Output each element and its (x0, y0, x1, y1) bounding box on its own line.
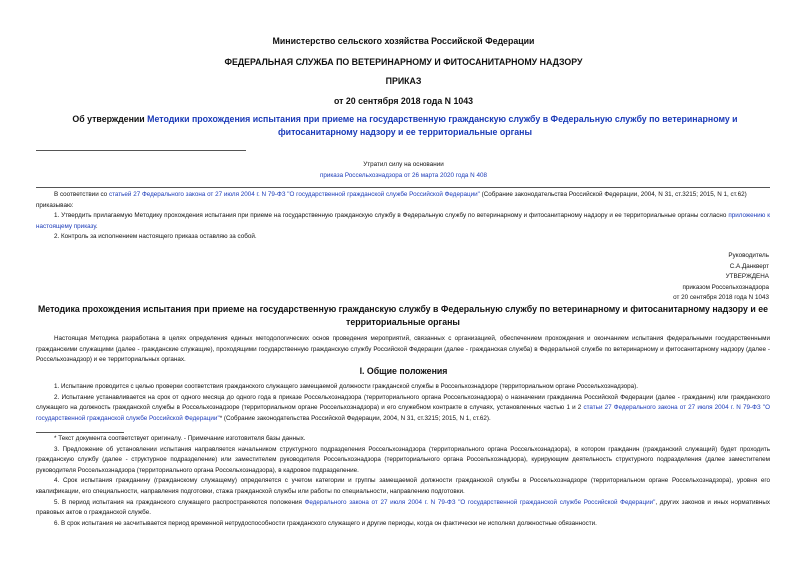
clause-2 (36, 393, 770, 425)
ministry-name: Министерство сельского хозяйства Российской Федерации (272, 36, 535, 46)
intro-paragraph: Настоящая Методика разработана в целях определения единых методологических основ проведения мероприятий, связанных с организацией, обеспечением прохождения и окончанием испытания федеральными государственными гражданскими служащими (далее - гражданские служащие), проходящими государственную гражданскую службу Российской Федерации (далее - гражданская служба) в Федеральной службе по ветеринарному и фитосанитарному надзору (далее - Россельхознадзор) и ее территориальных органах. (36, 335, 770, 364)
signature-block (673, 251, 769, 304)
signatory-position: Руководитель (728, 252, 769, 259)
order-word: приказываю: (36, 201, 74, 209)
order-item-1 (36, 211, 770, 232)
document-type: ПРИКАЗ (385, 76, 422, 86)
status-note-text: Утратил силу на основании (363, 161, 444, 168)
approval-date: от 20 сентября 2018 года N 1043 (673, 294, 769, 302)
clause-text: 2. Испытание устанавливается на срок от одного месяца до одного года в приказе Россельхознадзора (территориального органа Россельхознадзора) о назначении гражданина Российской Федерации (далее - гражданин) или гражданского служащего на должность гражданской службы в Россельхознадзоре (территориальном органе Россельхознадзора) и его служебном контракте в случаях, установленных частью 1 и 2 (36, 393, 770, 412)
approval-label: УТВЕРЖДЕНА (725, 273, 769, 281)
order-item-text: 1. Утвердить прилагаемую Методику прохождения испытания при приеме на государственную гражданскую службу в Федеральную службу по ветеринарному и фитосанитарному надзору и ее территориальные органы согласно (54, 212, 729, 220)
clause-6: 6. В срок испытания не засчитывается период временной нетрудоспособности гражданского служащего и другие периоды, когда он фактически не исполнял должностные обязанности. (54, 519, 597, 527)
preamble-text: (Собрание законодательства Российской Федерации, 2004, N 31, ст.3215; 2015, N 1, ст.62) (479, 191, 747, 198)
title-link[interactable]: Методики прохождения испытания при приеме на государственную гражданскую службу в Федеральную службу по ветеринарному и фитосанитарному надзору и ее территориальные органы (147, 114, 738, 137)
status-note (0, 160, 807, 181)
approval-by: приказом Россельхознадзора (682, 283, 769, 291)
section-heading: I. Общие положения (359, 366, 448, 376)
order-item-text: . (95, 222, 98, 230)
divider (36, 187, 770, 188)
clause-text: * (Собрание законодательства Российской Федерации, 2004, N 31, ст.3215; 2015, N 1, ст.62). (219, 414, 491, 422)
clause-1: 1. Испытание проводится с целью проверки соответствия гражданского служащего замещаемой должности гражданской службы в Россельхознадзоре (территориальном органе Россельхознадзора). (54, 383, 639, 390)
preamble-text: В соответствии со (54, 191, 109, 198)
title-prefix: Об утверждении (72, 114, 148, 124)
clause-3: 3. Предложение об установлении испытания направляется начальником структурного подразделения Россельхознадзора (территориального органа Россельхознадзора), в котором гражданин (гражданский служащий) будет проходить гражданскую службу (далее - структурное подразделение) или заместителем руководителя Россельхознадзора (территориального органа Россельхознадзора), курирующим деятельность структурного подразделения (далее заместителем руководителя Россельхознадзора (территориального органа Россельхознадзора), в кадровое подразделение. (36, 445, 770, 474)
law-article-link[interactable]: статьей 27 Федерального закона от 27 июля 2004 г. N 79-ФЗ "О государственной гражданской службе Российской Федерации" (108, 191, 480, 198)
methodology-title: Методика прохождения испытания при приеме на государственную гражданскую службу в Федеральную службу по ветеринарному и фитосанитарному надзору и ее территориальные органы (37, 304, 769, 327)
footnote-divider (36, 432, 124, 433)
law-article-link[interactable]: статьи 27 Федерального закона от 27 июля 2004 г. N 79-ФЗ "О государственной гражданской службе Российской Федерации" (36, 404, 770, 422)
preamble-paragraph (36, 190, 770, 201)
service-name: ФЕДЕРАЛЬНАЯ СЛУЖБА ПО ВЕТЕРИНАРНОМУ И ФИТОСАНИТАРНОМУ НАДЗОРУ (224, 57, 583, 67)
methodology-intro (36, 334, 770, 366)
federal-law-link[interactable]: Федерального закона от 27 июля 2004 г. N 79-ФЗ "О государственной гражданской службе Российской Федерации" (304, 498, 656, 506)
preamble (36, 190, 770, 243)
document-title (50, 113, 760, 139)
signatory-name: С.А.Данкверт (729, 262, 769, 270)
appendix-link[interactable]: приложению к настоящему приказу (36, 212, 770, 230)
section-body (36, 382, 770, 424)
clause-text: 5. В период испытания на гражданского служащего распространяются положения (54, 498, 305, 506)
footnote: * Текст документа соответствует оригиналу. - Примечание изготовителя базы данных. (54, 435, 306, 442)
divider (36, 150, 246, 151)
clause-4: 4. Срок испытания гражданину (гражданскому служащему) определяется с учетом категории и группы замещаемой должности гражданской службы в Россельхознадзоре (территориальном органе Россельхознадзора), уровня его квалификации, его специальности, направления подготовки, стажа гражданской службы или работы по специальности, направлению подготовки. (36, 477, 770, 495)
clause-text: , других законов и иных нормативных правовых актов о гражданской службе. (36, 498, 770, 517)
footnote-and-clauses (36, 434, 770, 529)
document-date: от 20 сентября 2018 года N 1043 (333, 96, 474, 106)
clause-5 (36, 498, 770, 519)
repeal-order-link[interactable]: приказа Россельхознадзора от 26 марта 2020 года N 408 (319, 171, 487, 179)
order-item-2: 2. Контроль за исполнением настоящего приказа оставляю за собой. (54, 233, 257, 241)
